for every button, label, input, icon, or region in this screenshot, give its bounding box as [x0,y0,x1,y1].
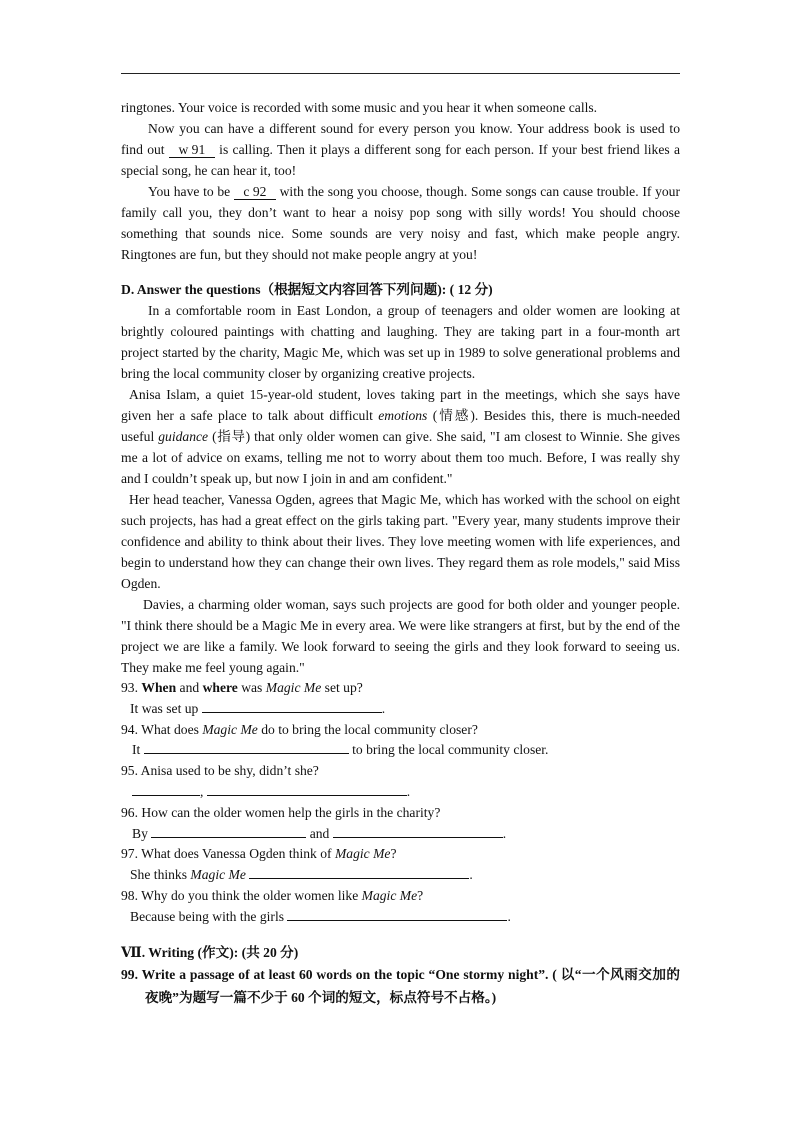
question-text: was [237,680,266,695]
bold-word: where [202,680,238,695]
header-rule [121,73,680,74]
section-d-paragraph-2 [121,384,680,489]
question-97 [121,844,680,865]
question-text: and [176,680,203,695]
passage-c-paragraph-2 [121,181,680,265]
section-d-paragraph-3: Her head teacher, Vanessa Ogden, agrees that Magic Me, which has worked with the school on eight such projects, has had a great effect on the girls taking part. "Every year, many students improve their confidence and ability to think about their lives. They love meeting women with life experiences, and begin to understand how they can change their own lives. They regard them as role models," said Miss Ogden. [121,492,680,591]
passage-c-line: ringtones. Your voice is recorded with some music and you hear it when someone calls. [121,100,598,115]
question-94 [121,720,680,741]
writing-task: 99. Write a passage of at least 60 words on the topic “One stormy night”. ( 以“一个风雨交加的夜晚”为题写一篇不少于 60 个词的短文，标点符号不占格。) [121,966,680,1005]
italic-word: guidance [158,429,209,444]
question-93 [121,678,680,699]
answer-97-blank[interactable] [249,865,469,879]
paragraph-text: Now you can have a different sound for every person you know. Your address book is used to find out [121,121,680,157]
italic-word: emotions [378,408,428,423]
answer-prefix: Because being with the girls [130,908,285,924]
question-number: 93. [121,680,142,695]
answer-93-blank[interactable] [202,699,382,713]
answer-95: , . [121,782,680,803]
question-96: 96. How can the older women help the girls in the charity? [121,804,441,820]
paragraph-text: (情感). Besides this, there is much-needed useful [121,408,680,444]
question-text: 94. What does [121,721,203,737]
writing-heading: Ⅶ. Writing (作文): (共 20 分) [121,944,299,960]
answer-98: Because being with the girls . [130,908,511,924]
answer-95-blank-1[interactable] [132,782,200,796]
paragraph-text: with the song you choose, though. Some songs can cause trouble. If your family call you, they don’t want to hear a noisy pop song with silly words! You should choose something that sounds nice. Some sounds are very noisy and fast, which make people angry. Ringtones are fun, but they should not make people angry at you! [121,184,680,262]
question-text: set up? [321,680,363,695]
answer-prefix: It [132,742,141,758]
question-text: 98. Why do you think the older women like [121,887,362,903]
question-text: 97. What does Vanessa Ogden think of [121,846,335,862]
question-text: do to bring the local community closer? [257,721,478,737]
answer-96-blank-1[interactable] [151,824,306,838]
italic-word: Magic Me [265,680,322,695]
answer-98-blank[interactable] [287,907,507,921]
question-95: 95. Anisa used to be shy, didn’t she? [121,763,319,779]
paragraph-text: You have to be [148,184,234,199]
passage-c-paragraph-1 [121,118,680,181]
paragraph-text: Anisa Islam, a quiet 15-year-old student, loves taking part in the meetings, which she says have given her a safe place to talk about difficult [121,387,680,423]
answer-connector: and [309,825,330,841]
answer-97: She thinks Magic Me . [130,867,473,883]
answer-suffix: to bring the local community closer. [352,742,549,758]
italic-word: Magic Me [202,721,258,737]
blank-91[interactable]: w 91 [169,142,215,158]
question-text: ? [417,887,424,903]
answer-prefix: She thinks [130,867,191,883]
section-d-heading: D. Answer the questions（根据短文内容回答下列问题): ( 12 分) [121,282,493,297]
section-d-paragraph-1: In a comfortable room in East London, a group of teenagers and older women are looking at brightly coloured paintings with chatting and laughing. They are taking part in a four-month art project started by the charity, Magic Me, which was set up in 1989 to solve generational problems and bring the local community closer by organizing creative projects. [121,303,680,381]
answer-94-blank[interactable] [144,740,349,754]
section-d-paragraph-4: Davies, a charming older woman, says such projects are good for both older and younger people. "I think there should be a Magic Me in every area. We were like strangers at first, but by the end of the project we are like a family. We look forward to seeing the girls and they look forward to seeing us. They make me feel young again." [121,597,680,675]
italic-word: Magic Me [334,846,391,862]
paragraph-text: (指导) that only older women can give. She said, "I am closest to Winnie. She gives me a lot of advice on exams, telling me not to worry about them too much. Before, I was really shy and I couldn’t speak up, but now I join in and am confident." [121,429,680,486]
exam-page-content [121,97,680,1009]
answer-prefix: It was set up [130,700,199,716]
answer-93: It was set up . [130,700,386,716]
answer-96-blank-2[interactable] [333,824,503,838]
question-98 [121,886,680,907]
italic-word: Magic Me [190,867,246,883]
italic-word: Magic Me [361,887,418,903]
bold-word: When [141,680,177,695]
answer-95-blank-2[interactable] [207,782,407,796]
answer-94 [121,740,680,761]
blank-92[interactable]: c 92 [234,184,276,200]
answer-prefix: By [132,825,148,841]
answer-96: By and . [132,825,507,841]
paragraph-text: is calling. Then it plays a different song for each person. If your best friend likes a special song, he can hear it, too! [121,142,680,178]
question-text: ? [390,846,397,862]
